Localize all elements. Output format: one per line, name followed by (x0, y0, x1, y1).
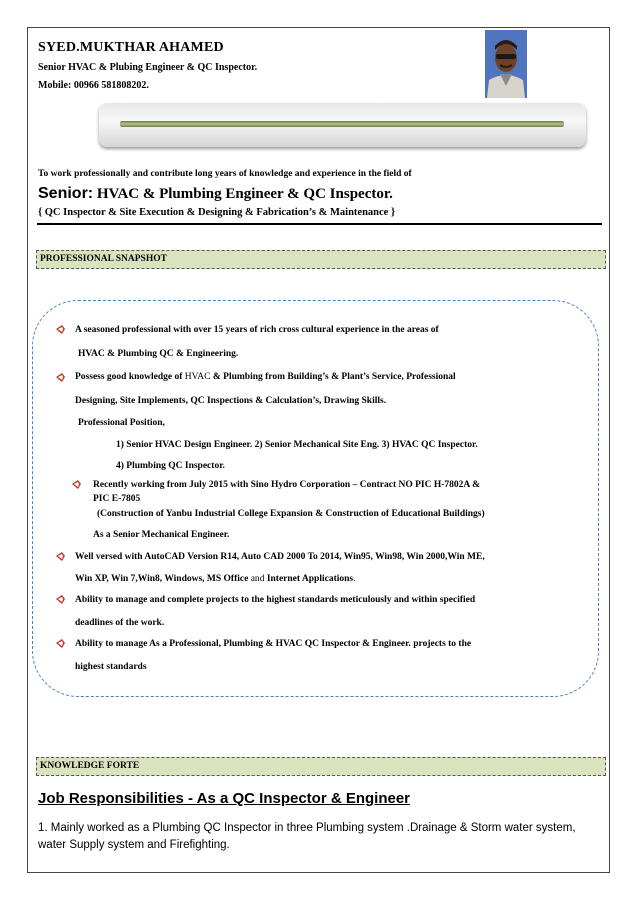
snapshot-line: 4) Plumbing QC Inspector. (116, 461, 225, 471)
snapshot-line (75, 574, 356, 584)
snapshot-line: (Construction of Yanbu Industrial College Expansion & Construction of Educational Buildings) (97, 509, 485, 519)
snapshot-line: Professional Position, (78, 418, 165, 428)
job-responsibilities-title: Job Responsibilities - As a QC Inspector & Engineer (38, 790, 411, 807)
profile-photo (485, 30, 527, 98)
snapshot-line: Designing, Site Implements, QC Inspections & Calculation’s, Drawing Skills. (75, 396, 387, 406)
text-run: and (250, 574, 265, 584)
job-responsibility-item: 1. Mainly worked as a Plumbing QC Inspector in three Plumbing system .Drainage & Storm water system, water Supply system and Firefighting. (38, 822, 576, 851)
objective-intro: To work professionally and contribute long years of knowledge and experience in the field of (38, 169, 412, 179)
arrow-bullet-icon (56, 552, 65, 561)
candidate-name: SYED.MUKTHAR AHAMED (38, 40, 224, 55)
snapshot-line: HVAC & Plumbing QC & Engineering. (78, 349, 239, 359)
snapshot-line (75, 372, 456, 382)
decorative-divider-bar (120, 121, 564, 127)
snapshot-line: A seasoned professional with over 15 years of rich cross cultural experience in the areas of (75, 325, 439, 335)
mobile-number: Mobile: 00966 581808202. (38, 80, 149, 91)
arrow-bullet-icon (56, 373, 65, 382)
arrow-bullet-icon (56, 639, 65, 648)
snapshot-line: Well versed with AutoCAD Version R14, Auto CAD 2000 To 2014, Win95, Win98, Win 2000,Win ME, (75, 552, 485, 562)
arrow-bullet-icon (56, 595, 65, 604)
headline-rest: HVAC & Plumbing Engineer & QC Inspector. (93, 186, 393, 202)
text-run: Win XP, Win 7,Win8, Windows, MS Office (75, 574, 251, 584)
headline-lead: Senior: (38, 185, 94, 202)
text-run: HVAC (184, 372, 211, 382)
tagline-rule (37, 223, 602, 225)
snapshot-line: Recently working from July 2015 with Sino Hydro Corporation – Contract NO PIC H-7802A & (93, 480, 481, 490)
text-run: & Plumbing from Building’s & Plant’s Service, Professional (210, 372, 456, 382)
arrow-bullet-icon (56, 325, 65, 334)
section-professional-snapshot: PROFESSIONAL SNAPSHOT (36, 250, 606, 269)
snapshot-line: Ability to manage As a Professional, Plumbing & HVAC QC Inspector & Engineer. projects to the (75, 639, 472, 649)
candidate-subtitle: Senior HVAC & Plubing Engineer & QC Inspector. (38, 62, 258, 73)
objective-headline (38, 185, 393, 203)
snapshot-line: PIC E-7805 (93, 494, 141, 504)
text-run: . (353, 574, 356, 584)
text-run: Possess good knowledge of (75, 372, 185, 382)
snapshot-line: As a Senior Mechanical Engineer. (93, 530, 230, 540)
objective-tagline: { QC Inspector & Site Execution & Designing & Fabrication’s & Maintenance } (38, 207, 396, 218)
snapshot-line: deadlines of the work. (75, 618, 165, 628)
snapshot-line: 1) Senior HVAC Design Engineer. 2) Senior Mechanical Site Eng. 3) HVAC QC Inspector. (116, 440, 478, 450)
section-knowledge-forte: KNOWLEDGE FORTE (36, 757, 606, 776)
snapshot-line: highest standards (75, 662, 147, 672)
arrow-bullet-icon (72, 480, 81, 489)
text-run: Internet Applications (264, 574, 354, 584)
snapshot-line: Ability to manage and complete projects to the highest standards meticulously and within specified (75, 595, 476, 605)
